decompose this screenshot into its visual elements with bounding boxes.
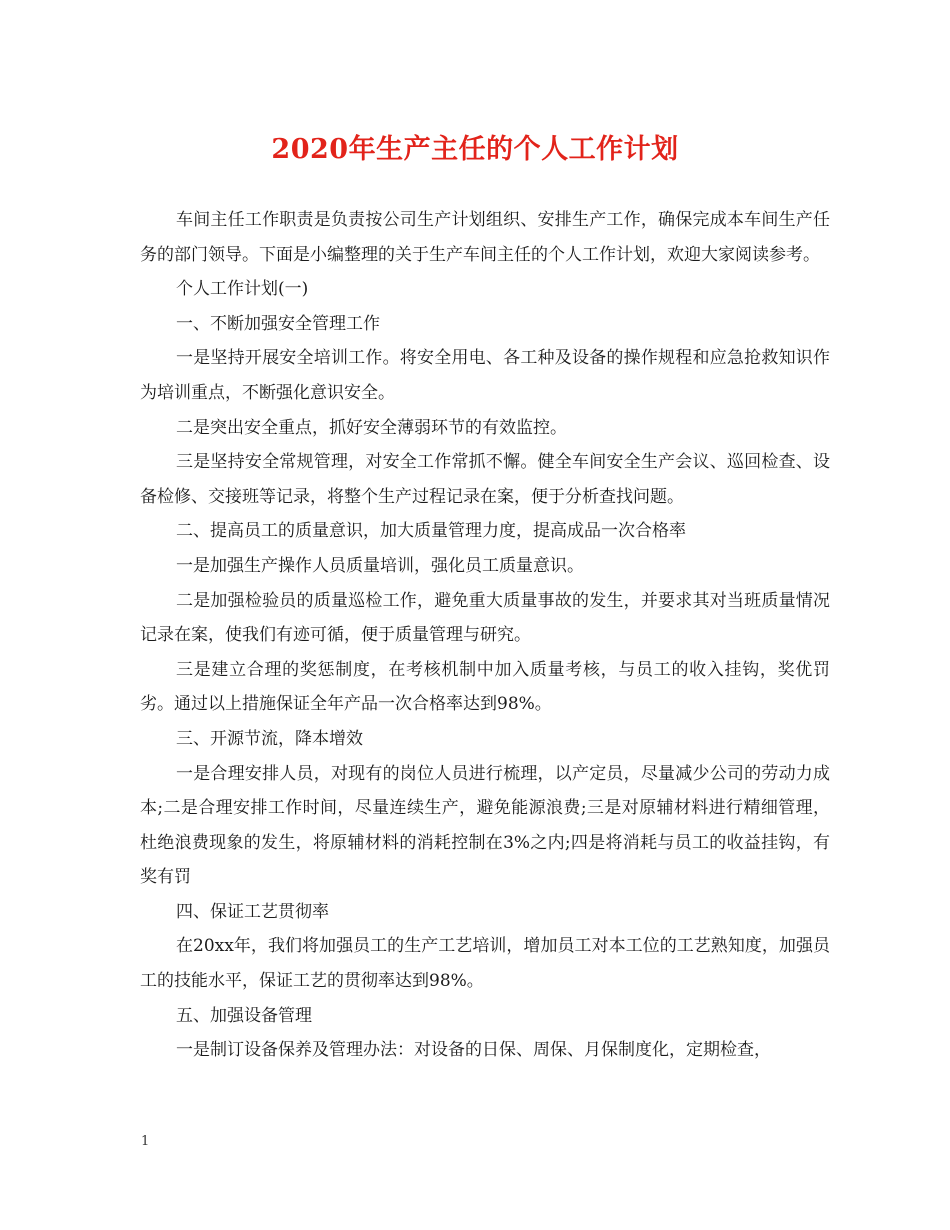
paragraph: 一是加强生产操作人员质量培训，强化员工质量意识。 [176,555,584,576]
paragraph: 一是合理安排人员，对现有的岗位人员进行梳理，以产定员，尽量减少公司的劳动力成本;二是合理安排工作时间，尽量连续生产，避免能源浪费;三是对原辅材料进行精细管理，杜绝浪费现象的发生，将原辅材料的消耗控制在3%之内;四是将消耗与员工的收益挂钩，有奖有罚 [140,763,830,888]
page-number: 1 [141,1134,150,1149]
plan-heading: 个人工作计划(一) [176,279,309,300]
section-heading-cost: 三、开源节流，降本增效 [176,728,363,749]
paragraph: 在20xx年，我们将加强员工的生产工艺培训，增加员工对本工位的工艺熟知度，加强员工的技能水平，保证工艺的贯彻率达到98%。 [140,936,830,992]
section-heading-process: 四、保证工艺贯彻率 [176,901,329,922]
paragraph: 一是坚持开展安全培训工作。将安全用电、各工种及设备的操作规程和应急抢救知识作为培训重点，不断强化意识安全。 [140,348,830,403]
section-heading-safety: 一、不断加强安全管理工作 [176,313,380,334]
paragraph: 三是坚持安全常规管理，对安全工作常抓不懈。健全车间安全生产会议、巡回检查、设备检修、交接班等记录，将整个生产过程记录在案，便于分析查找问题。 [140,452,830,507]
paragraph: 二是突出安全重点，抓好安全薄弱环节的有效监控。 [176,417,567,438]
document-body [140,203,830,1068]
paragraph: 二是加强检验员的质量巡检工作，避免重大质量事故的发生，并要求其对当班质量情况记录在案，使我们有迹可循，便于质量管理与研究。 [140,590,830,646]
paragraph: 一是制订设备保养及管理办法：对设备的日保、周保、月保制度化，定期检查， [176,1040,771,1061]
section-heading-quality: 二、提高员工的质量意识，加大质量管理力度，提高成品一次合格率 [176,521,686,542]
intro-paragraph: 车间主任工作职责是负责按公司生产计划组织、安排生产工作，确保完成本车间生产任务的部门领导。下面是小编整理的关于生产车间主任的个人工作计划，欢迎大家阅读参考。 [140,210,830,265]
section-heading-equipment: 五、加强设备管理 [176,1005,312,1026]
document-title: 2020年生产主任的个人工作计划 [271,134,679,165]
paragraph: 三是建立合理的奖惩制度，在考核机制中加入质量考核，与员工的收入挂钩，奖优罚劣。通过以上措施保证全年产品一次合格率达到98%。 [140,659,830,715]
